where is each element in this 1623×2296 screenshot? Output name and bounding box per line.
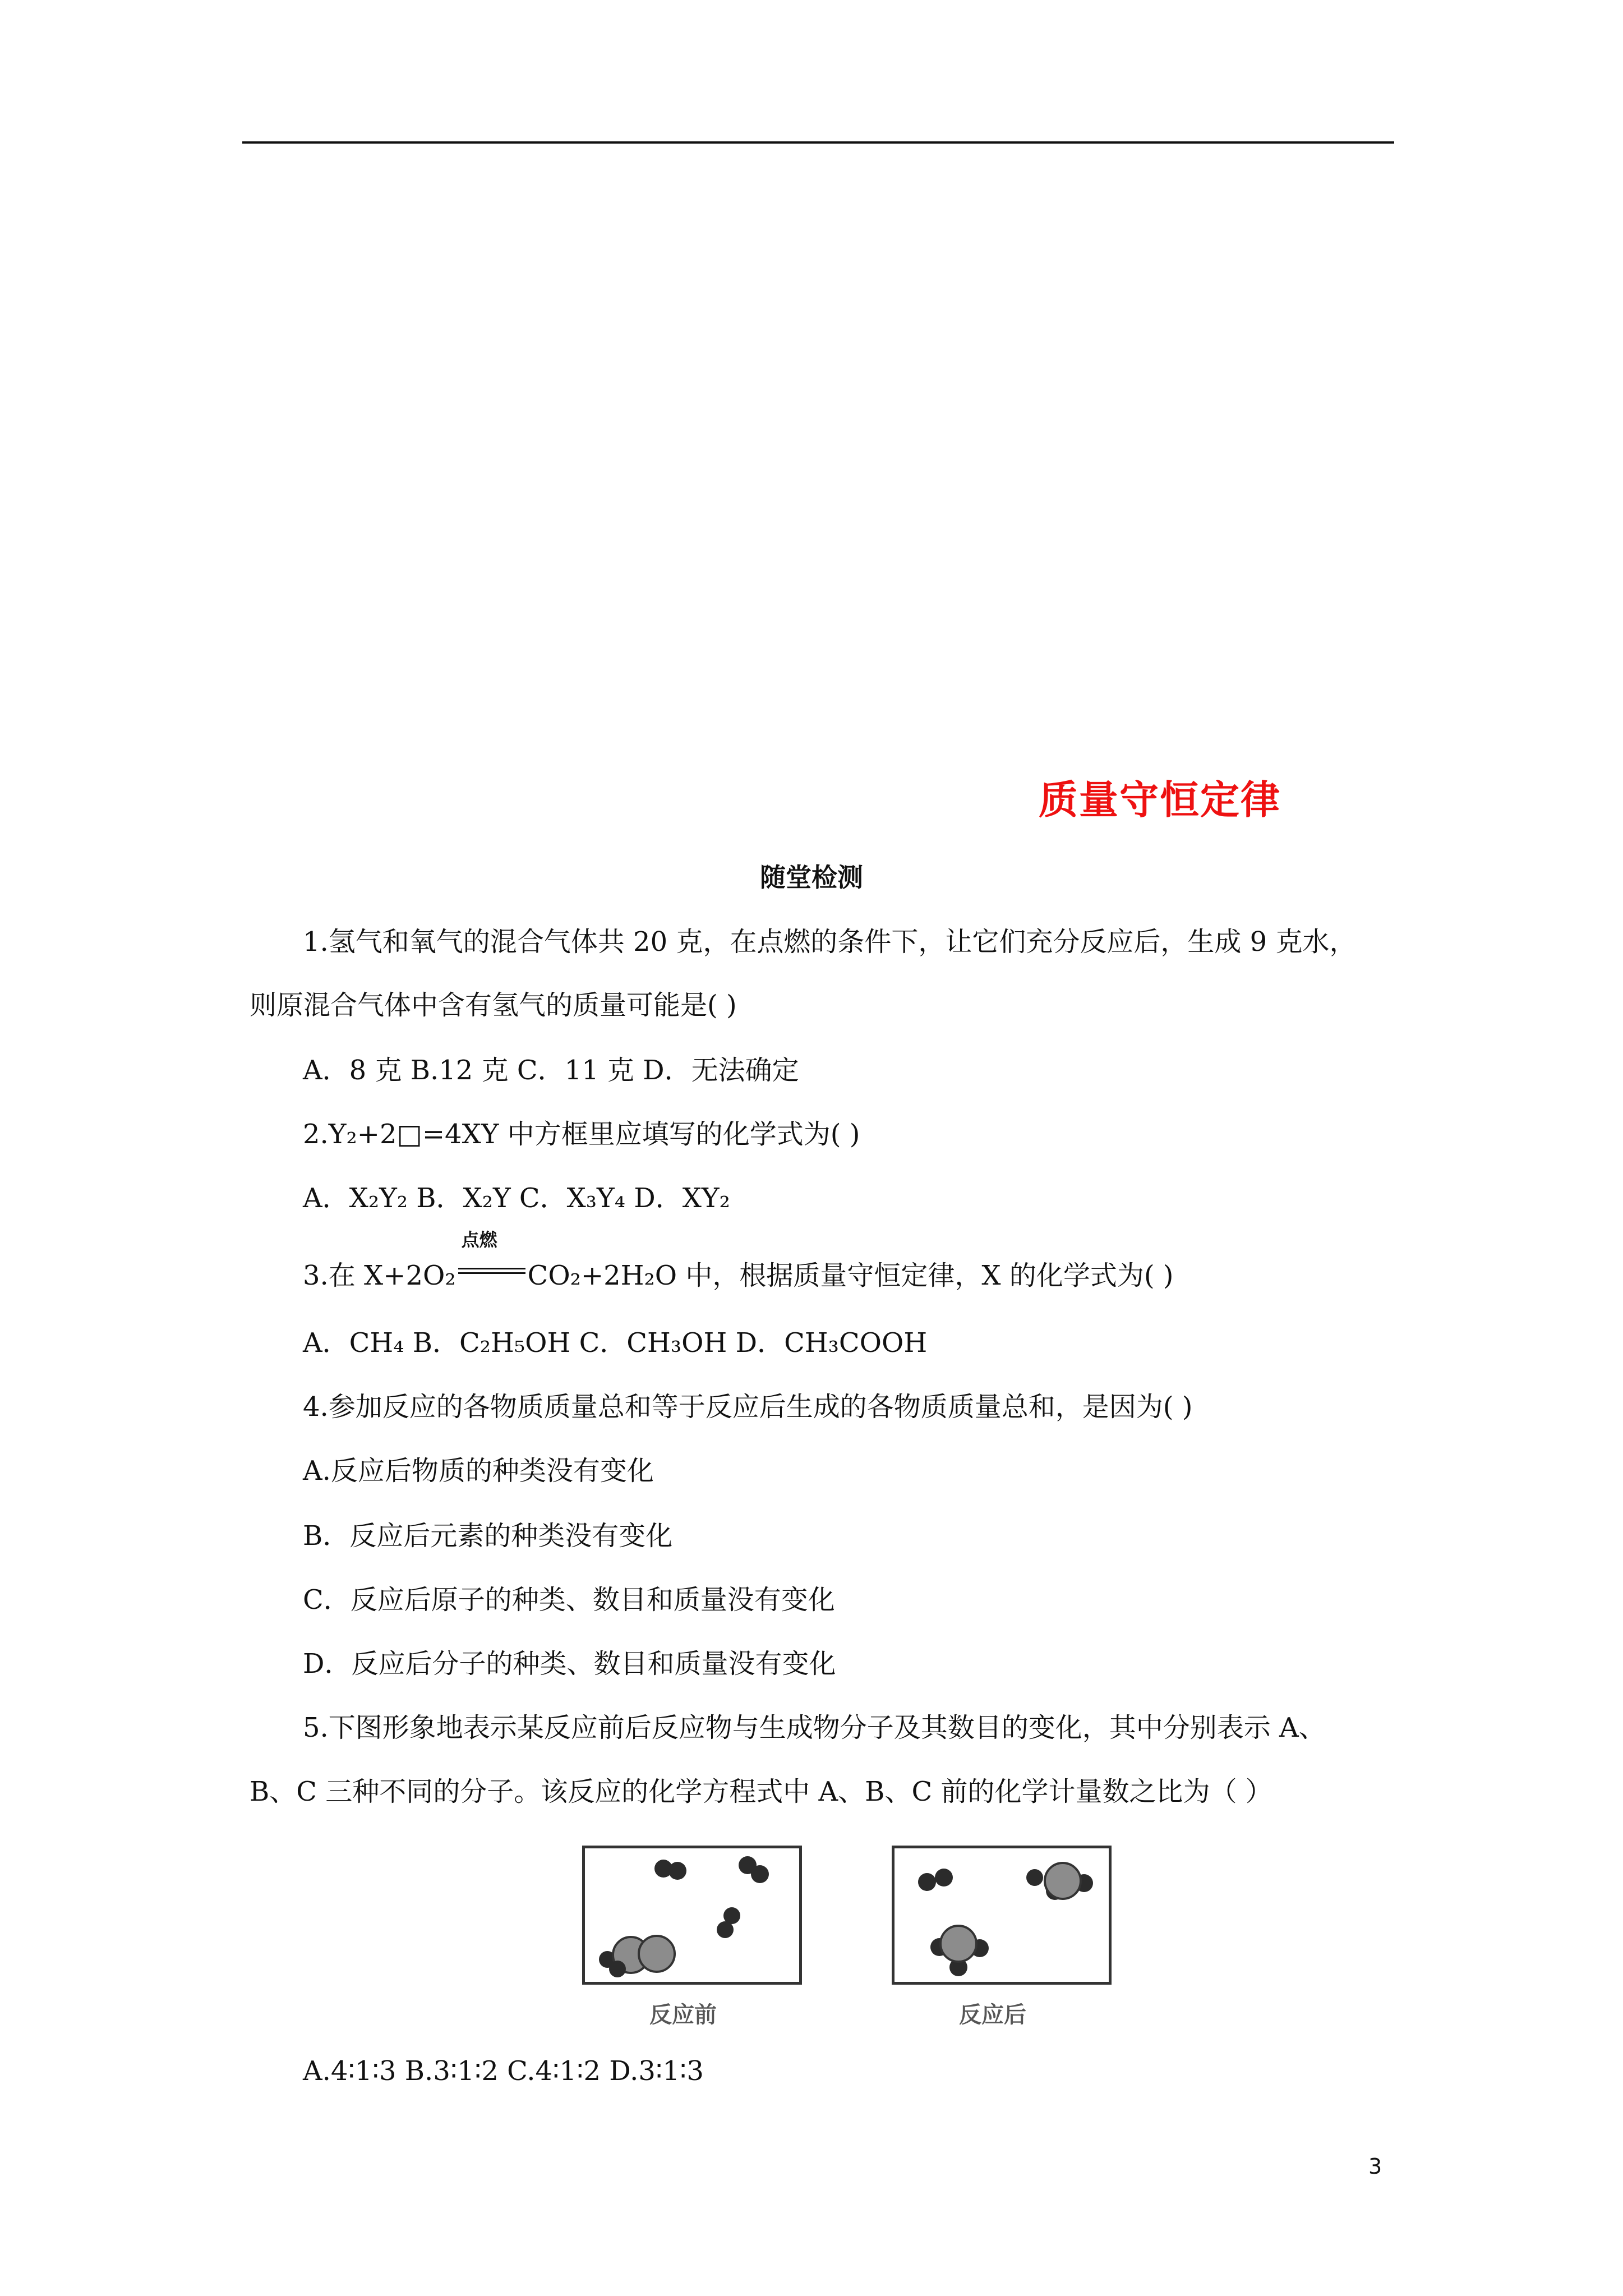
- question-3-stem: [303, 1229, 1174, 1291]
- question-4-option-b: B．反应后元素的种类没有变化: [303, 1520, 673, 1552]
- question-4-stem: 4.参加反应的各物质质量总和等于反应后生成的各物质质量总和，是因为( ): [303, 1391, 1193, 1423]
- molecule-c-1: [717, 1907, 740, 1938]
- reaction-condition: 点燃: [461, 1229, 497, 1250]
- before-molecules-svg: [585, 1848, 799, 1982]
- molecule-product-1: [1026, 1863, 1093, 1900]
- question-4-option-c: C．反应后原子的种类、数目和质量没有变化: [303, 1584, 835, 1616]
- reaction-diagram: [582, 1846, 1115, 2036]
- question-5-line-1: 5.下图形象地表示某反应前后反应物与生成物分子及其数目的变化，其中分别表示 A、: [303, 1712, 1326, 1743]
- after-molecules-svg: [895, 1848, 1109, 1982]
- caption-after: 反应后: [959, 2002, 1026, 2028]
- question-5-options: A.4∶1∶3 B.3∶1∶2 C.4∶1∶2 D.3∶1∶3: [303, 2055, 704, 2087]
- molecule-a-remaining: [918, 1869, 953, 1891]
- molecule-b-1: [599, 1936, 675, 1977]
- question-1-options: A．8 克 B.12 克 C．11 克 D．无法确定: [303, 1055, 799, 1086]
- question-4-option-a: A.反应后物质的种类没有变化: [303, 1455, 654, 1487]
- question-3-stem-start: 3.在 X+2O₂: [303, 1260, 456, 1291]
- question-2-stem: 2.Y₂+2□=4XY 中方框里应填写的化学式为( ): [303, 1119, 860, 1150]
- question-5-line-2: B、C 三种不同的分子。该反应的化学方程式中 A、B、C 前的化学计量数之比为（ ）: [250, 1776, 1272, 1807]
- question-3-options: A．CH₄ B．C₂H₅OH C．CH₃OH D．CH₃COOH: [303, 1327, 928, 1359]
- molecule-product-2: [930, 1926, 989, 1976]
- reaction-arrow: [458, 1229, 525, 1285]
- question-2-options: A．X₂Y₂ B．X₂Y C．X₃Y₄ D．XY₂: [303, 1182, 730, 1214]
- question-1-line-1: 1.氢气和氧气的混合气体共 20 克，在点燃的条件下，让它们充分反应后，生成 9 克水，: [303, 926, 1357, 958]
- caption-before: 反应前: [649, 2002, 717, 2028]
- molecule-a-2: [739, 1856, 769, 1883]
- question-3-stem-end: CO₂+2H₂O 中，根据质量守恒定律，X 的化学式为( ): [527, 1260, 1174, 1291]
- document-title: 质量守恒定律: [1039, 777, 1281, 823]
- molecule-a-1: [654, 1860, 686, 1880]
- page-number: 3: [1368, 2154, 1382, 2179]
- before-reaction-box: [582, 1846, 802, 1985]
- after-reaction-box: [892, 1846, 1112, 1985]
- question-1-line-2: 则原混合气体中含有氢气的质量可能是( ): [250, 990, 737, 1021]
- header-rule: [242, 141, 1394, 144]
- section-heading: 随堂检测: [760, 862, 863, 892]
- question-4-option-d: D．反应后分子的种类、数目和质量没有变化: [303, 1648, 836, 1680]
